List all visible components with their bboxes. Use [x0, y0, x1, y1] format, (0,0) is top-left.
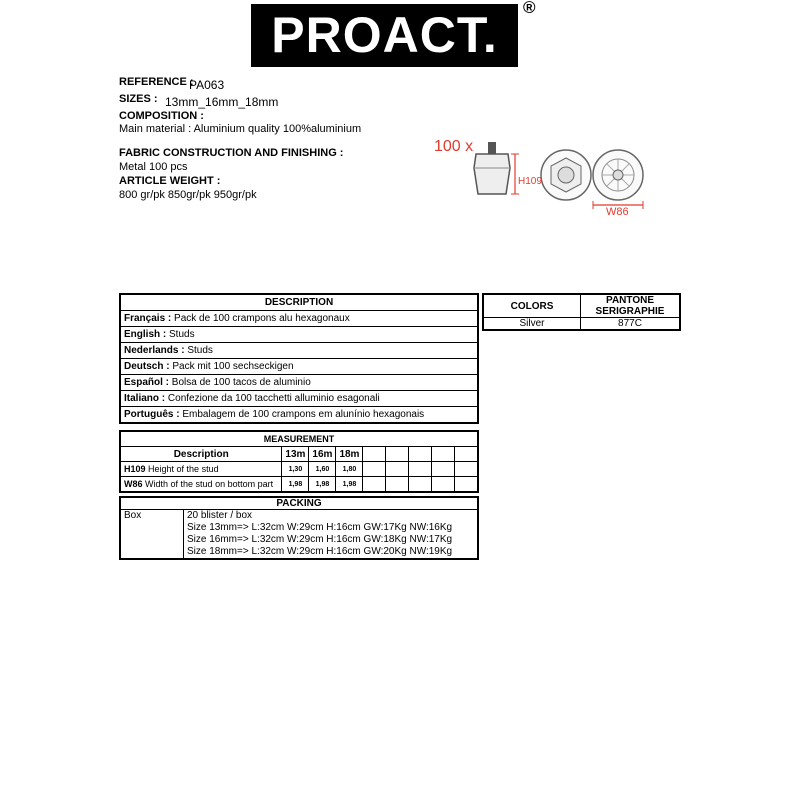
pantone-cell: 877C: [581, 318, 681, 331]
lang-label: Português :: [124, 409, 180, 420]
packing-line: 20 blister / box: [187, 510, 253, 521]
packing-label: Box: [120, 510, 184, 560]
meas-value: 1,98: [336, 477, 363, 493]
description-title: DESCRIPTION: [120, 294, 478, 311]
color-cell: Silver: [483, 318, 581, 331]
reference-value: PA063: [189, 78, 225, 92]
composition-value: Main material : Aluminium quality 100%aluminium: [119, 123, 362, 135]
meas-code: H109: [124, 464, 146, 474]
meas-value: 1,30: [282, 462, 309, 477]
empty-cell: [363, 477, 386, 493]
empty-cell: [363, 447, 386, 462]
desc-text: Bolsa de 100 tacos de aluminio: [171, 377, 311, 388]
lang-label: Français :: [124, 313, 172, 324]
table-row: [120, 477, 478, 493]
empty-cell: [409, 462, 432, 477]
size-header: 13m: [282, 447, 309, 462]
empty-cell: [409, 477, 432, 493]
empty-cell: [386, 447, 409, 462]
quantity-label: 100 x: [434, 138, 474, 155]
measurement-table: [119, 430, 479, 493]
lang-label: Deutsch :: [124, 361, 170, 372]
desc-text: Studs: [187, 345, 213, 356]
meas-label: Width of the stud on bottom part: [145, 479, 274, 489]
empty-cell: [386, 477, 409, 493]
reference-label: REFERENCE :: [119, 76, 194, 88]
packing-line: Size 13mm=> L:32cm W:29cm H:16cm GW:17Kg NW:16Kg: [187, 522, 453, 533]
table-row: [483, 318, 680, 331]
table-row: [120, 327, 478, 343]
empty-cell: [409, 447, 432, 462]
desc-text: Pack de 100 crampons alu hexagonaux: [174, 313, 350, 324]
table-row: [120, 311, 478, 327]
measurement-title: MEASUREMENT: [120, 431, 478, 447]
empty-cell: [455, 462, 478, 477]
height-label: H109: [518, 176, 542, 187]
lang-label: Italiano :: [124, 393, 166, 404]
desc-text: Pack mit 100 sechseckigen: [172, 361, 294, 372]
width-label: W86: [606, 206, 629, 218]
meas-value: 1,98: [309, 477, 336, 493]
meas-label: Height of the stud: [148, 464, 219, 474]
weight-label: ARTICLE WEIGHT :: [119, 175, 221, 187]
meas-code: W86: [124, 479, 143, 489]
table-row: [120, 359, 478, 375]
sizes-label: SIZES :: [119, 93, 158, 105]
desc-text: Embalagem de 100 crampons em alunínio hexagonais: [182, 409, 425, 420]
product-image: [430, 130, 680, 220]
empty-cell: [455, 477, 478, 493]
empty-cell: [363, 462, 386, 477]
meas-value: 1,98: [282, 477, 309, 493]
stud-drawings-icon: [430, 130, 680, 220]
desc-text: Confezione da 100 tacchetti alluminio esagonali: [167, 393, 380, 404]
packing-line: Size 18mm=> L:32cm W:29cm H:16cm GW:20Kg NW:19Kg: [187, 546, 453, 557]
lang-label: Español :: [124, 377, 170, 388]
table-row: [120, 510, 478, 560]
meas-value: 1,80: [336, 462, 363, 477]
table-row: [120, 391, 478, 407]
sizes-value: 13mm_16mm_18mm: [165, 95, 279, 109]
size-header: 18m: [336, 447, 363, 462]
colors-table: [482, 293, 681, 331]
table-row: [120, 343, 478, 359]
empty-cell: [432, 447, 455, 462]
lang-label: English :: [124, 329, 167, 340]
empty-cell: [432, 477, 455, 493]
empty-cell: [455, 447, 478, 462]
pantone-header: PANTONE SERIGRAPHIE: [581, 294, 681, 318]
table-row: [120, 375, 478, 391]
description-table: [119, 293, 479, 424]
table-row: [120, 407, 478, 424]
empty-cell: [386, 462, 409, 477]
size-header: 16m: [309, 447, 336, 462]
brand-logo: PROACT.: [251, 4, 518, 67]
packing-title: PACKING: [120, 497, 478, 510]
fabric-label: FABRIC CONSTRUCTION AND FINISHING :: [119, 147, 344, 159]
desc-header: Description: [120, 447, 282, 462]
colors-header: COLORS: [483, 294, 581, 318]
fabric-value: Metal 100 pcs: [119, 161, 188, 173]
registered-mark: ®: [523, 0, 536, 17]
desc-text: Studs: [169, 329, 195, 340]
weight-value: 800 gr/pk 850gr/pk 950gr/pk: [119, 189, 257, 201]
table-row: [120, 462, 478, 477]
empty-cell: [432, 462, 455, 477]
lang-label: Nederlands :: [124, 345, 185, 356]
packing-line: Size 16mm=> L:32cm W:29cm H:16cm GW:18Kg NW:17Kg: [187, 534, 453, 545]
packing-table: [119, 496, 479, 560]
composition-label: COMPOSITION :: [119, 110, 204, 122]
meas-value: 1,60: [309, 462, 336, 477]
